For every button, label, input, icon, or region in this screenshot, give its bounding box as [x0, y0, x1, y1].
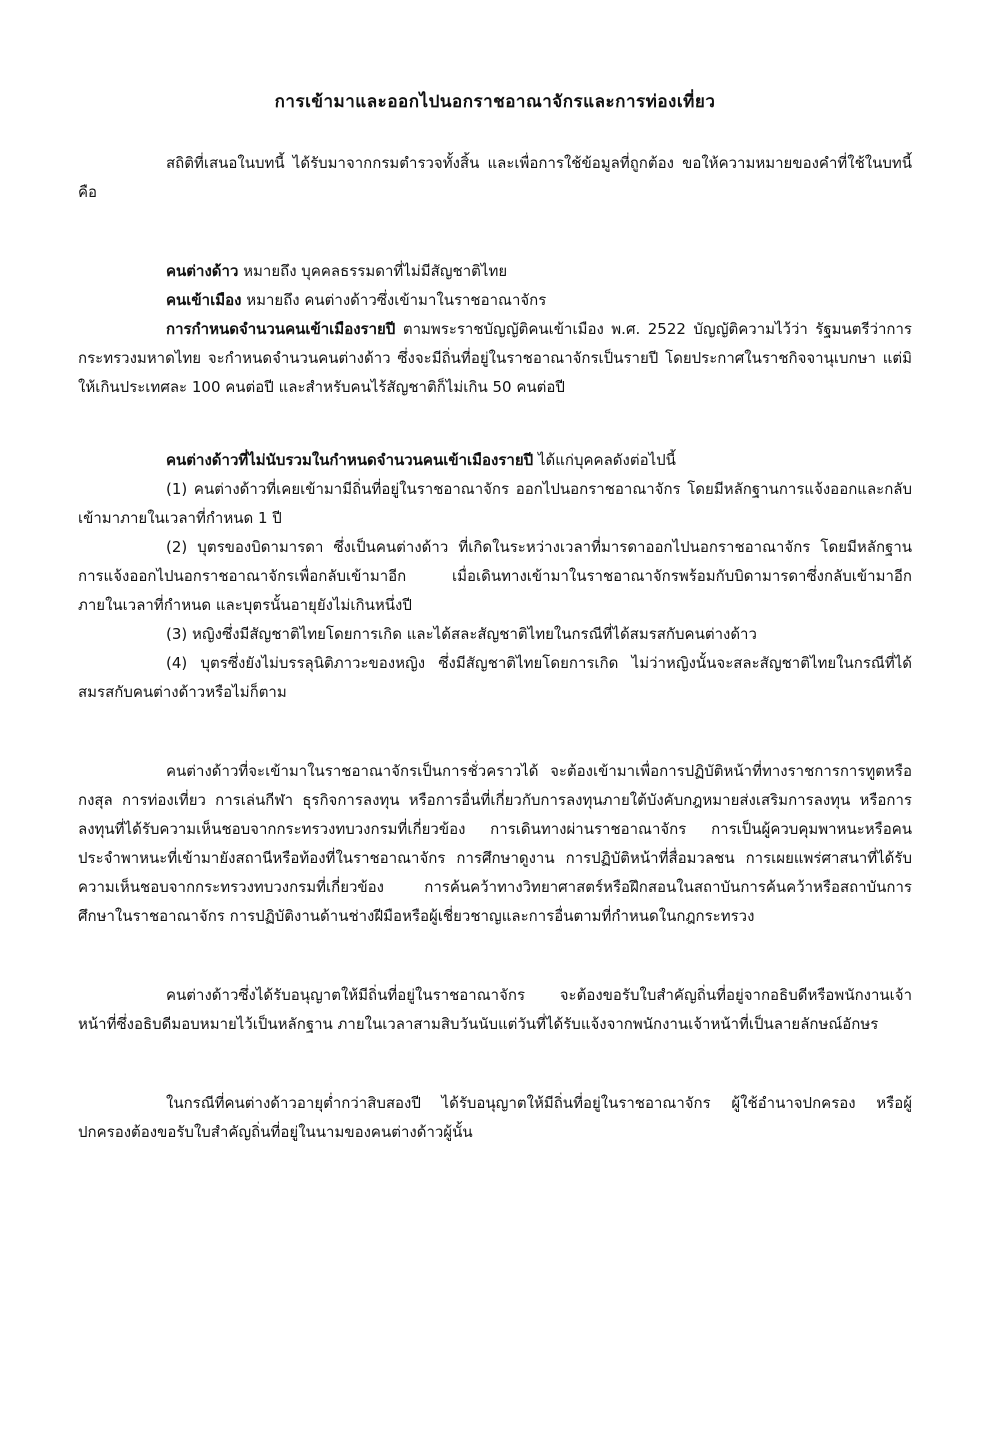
definition-immigrant [78, 286, 912, 315]
definition-term: คนเข้าเมือง [166, 291, 242, 309]
definition-text: หมายถึง บุคคลธรรมดาที่ไม่มีสัญชาติไทย [238, 262, 508, 280]
exempt-term: คนต่างด้าวที่ไม่นับรวมในกำหนดจำนวนคนเข้าเมืองรายปี [166, 451, 534, 469]
temporary-entry-paragraph: คนต่างด้าวที่จะเข้ามาในราชอาณาจักรเป็นการชั่วคราวได้ จะต้องเข้ามาเพื่อการปฏิบัติหน้าที่ทางราชการการทูตหรือกงสุล การท่องเที่ยว การเล่นกีฬา ธุรกิจการลงทุน หรือการอื่นที่เกี่ยวกับการลงทุนภายใต้บังคับกฎหมายส่งเสริมการลงทุน หรือการลงทุนที่ได้รับความเห็นชอบจากกระทรวงทบวงกรมที่เกี่ยวข้อง การเดินทางผ่านราชอาณาจักร การเป็นผู้ควบคุมพาหนะหรือคนประจำพาหนะที่เข้ามายังสถานีหรือท้องที่ในราชอาณาจักร การศึกษาดูงาน การปฏิบัติหน้าที่สื่อมวลชน การเผยแพร่ศาสนาที่ได้รับความเห็นชอบจากกระทรวงทบวงกรมที่เกี่ยวข้อง การค้นคว้าทางวิทยาศาสตร์หรือฝึกสอนในสถาบันการค้นคว้าหรือสถาบันการศึกษาในราชอาณาจักร การปฏิบัติงานด้านช่างฝีมือหรือผู้เชี่ยวชาญและการอื่นตามที่กำหนดในกฎกระทรวง [78, 762, 912, 925]
exempt-item-2: (2) บุตรของบิดามารดา ซึ่งเป็นคนต่างด้าว ที่เกิดในระหว่างเวลาที่มารดาออกไปนอกราชอาณาจักร โดยมีหลักฐานการแจ้งออกไปนอกราชอาณาจักรเพื่อกลับเข้ามาอีก เมื่อเดินทางเข้ามาในราชอาณาจักรพร้อมกับบิดามารดาซึ่งกลับเข้ามาอีกภายในเวลาที่กำหนด และบุตรนั้นอายุยังไม่เกินหนึ่งปี [78, 538, 912, 614]
minor-paragraph: ในกรณีที่คนต่างด้าวอายุต่ำกว่าสิบสองปี ได้รับอนุญาตให้มีถิ่นที่อยู่ในราชอาณาจักร ผู้ใช้อำนาจปกครอง หรือผู้ปกครองต้องขอรับใบสำคัญถิ่นที่อยู่ในนามของคนต่างด้าวผู้นั้น [78, 1094, 912, 1141]
exempt-item-1: (1) คนต่างด้าวที่เคยเข้ามามีถิ่นที่อยู่ในราชอาณาจักร ออกไปนอกราชอาณาจักร โดยมีหลักฐานการแจ้งออกและกลับเข้ามาภายในเวลาที่กำหนด 1 ปี [78, 480, 912, 527]
definition-text: หมายถึง คนต่างด้าวซึ่งเข้ามาในราชอาณาจักร [241, 291, 547, 309]
exempt-heading [78, 446, 912, 475]
exempt-item-4: (4) บุตรซึ่งยังไม่บรรลุนิติภาวะของหญิง ซึ่งมีสัญชาติไทยโดยการเกิด ไม่ว่าหญิงนั้นจะสละสัญชาติไทยในกรณีที่ได้สมรสกับคนต่างด้าวหรือไม่ก็ตาม [78, 654, 912, 701]
page-title: การเข้ามาและออกไปนอกราชอาณาจักรและการท่องเที่ยว [274, 92, 716, 112]
definition-term: การกำหนดจำนวนคนเข้าเมืองรายปี [166, 320, 396, 338]
definition-quota [78, 315, 912, 402]
definition-text: ตามพระราชบัญญัติคนเข้าเมือง พ.ศ. 2522 บัญญัติความไว้ว่า รัฐมนตรีว่าการกระทรวงมหาดไทย จะกำหนดจำนวนคนต่างด้าว ซึ่งจะมีถิ่นที่อยู่ในราชอาณาจักรเป็นรายปี โดยประกาศในราชกิจจานุเบกษา แต่มิให้เกินประเทศละ 100 คนต่อปี และสำหรับคนไร้สัญชาติก็ไม่เกิน 50 คนต่อปี [78, 320, 912, 396]
exempt-item-3: (3) หญิงซึ่งมีสัญชาติไทยโดยการเกิด และได้สละสัญชาติไทยในกรณีที่ได้สมรสกับคนต่างด้าว [166, 625, 757, 643]
residence-certificate-paragraph: คนต่างด้าวซึ่งได้รับอนุญาตให้มีถิ่นที่อยู่ในราชอาณาจักร จะต้องขอรับใบสำคัญถิ่นที่อยู่จากอธิบดีหรือพนักงานเจ้าหน้าที่ซึ่งอธิบดีมอบหมายไว้เป็นหลักฐาน ภายในเวลาสามสิบวันนับแต่วันที่ได้รับแจ้งจากพนักงานเจ้าหน้าที่เป็นลายลักษณ์อักษร [78, 986, 912, 1033]
intro-paragraph: สถิติที่เสนอในบทนี้ ได้รับมาจากกรมตำรวจทั้งสิ้น และเพื่อการใช้ข้อมูลที่ถูกต้อง ขอให้ความหมายของคำที่ใช้ในบทนี้คือ [78, 154, 912, 201]
exempt-text: ได้แก่บุคคลดังต่อไปนี้ [533, 451, 676, 469]
definition-term: คนต่างด้าว [166, 262, 239, 280]
definition-foreigner [78, 257, 912, 286]
